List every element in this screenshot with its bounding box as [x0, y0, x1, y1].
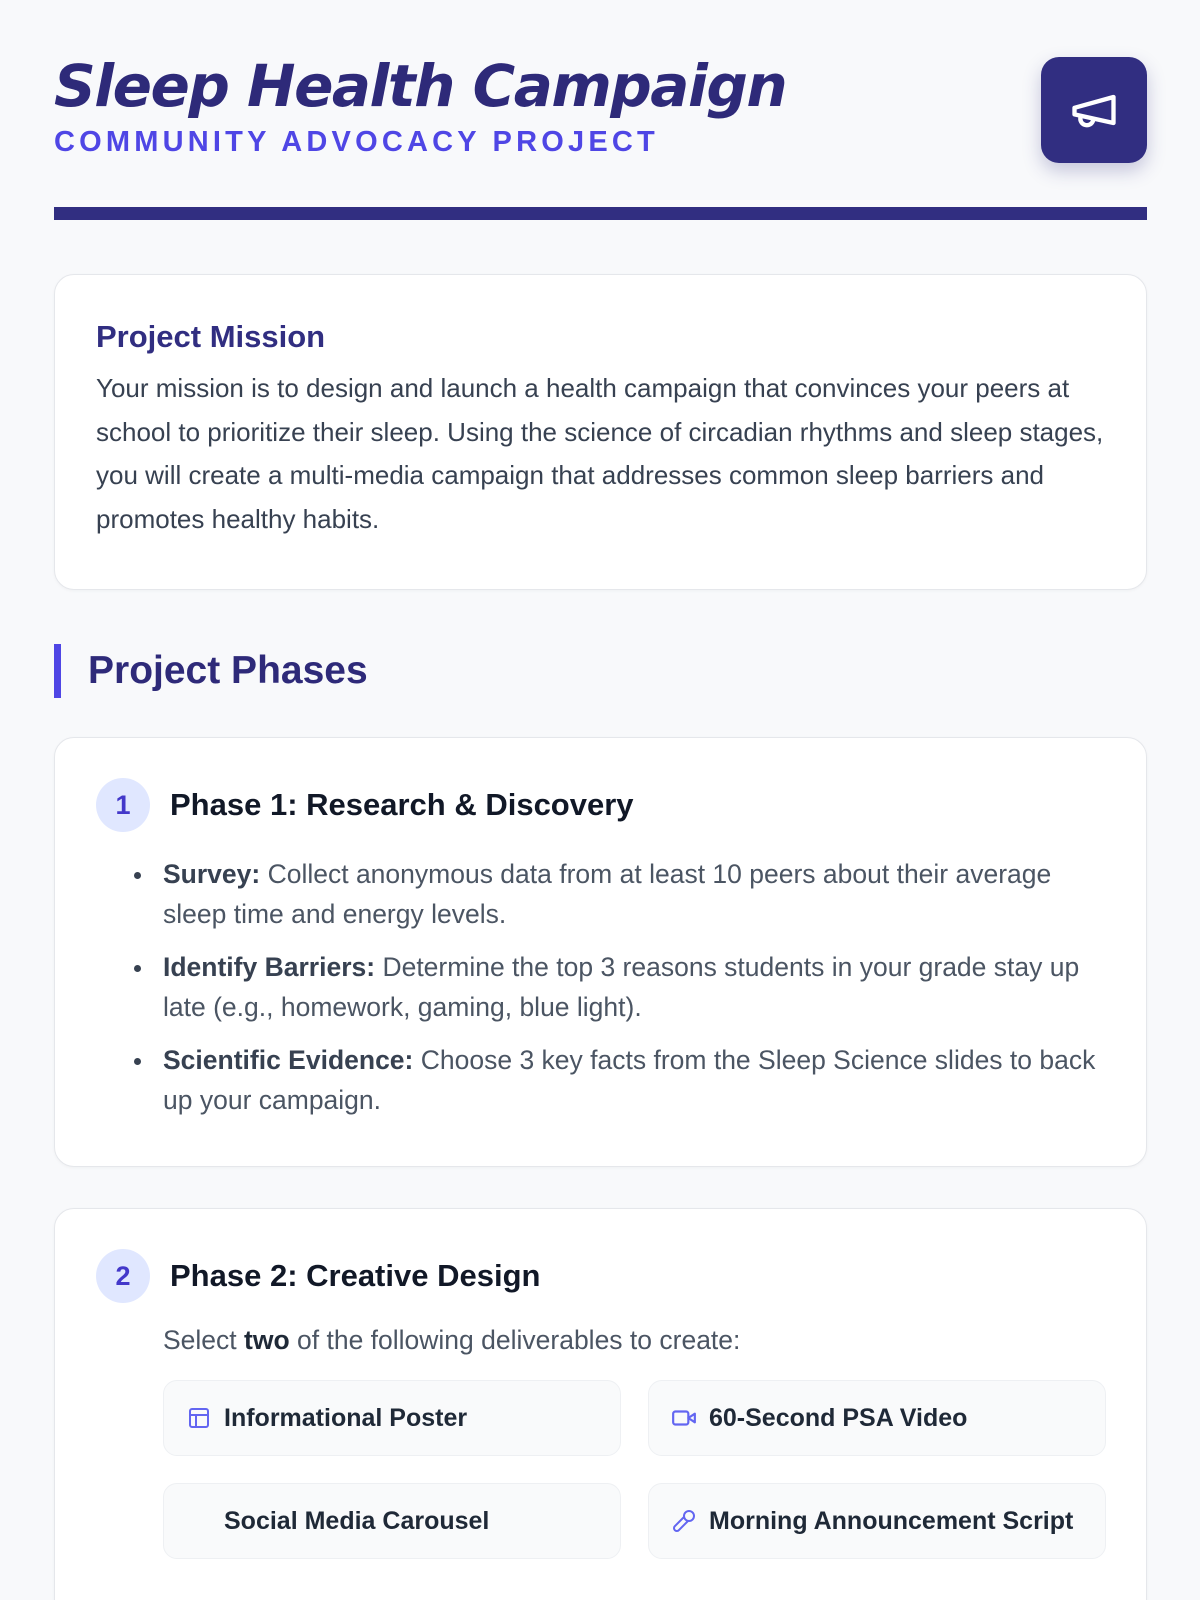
list-item-label: Identify Barriers:	[163, 952, 376, 982]
deliverable-poster[interactable]	[163, 1380, 621, 1456]
deliverable-psa-video[interactable]	[648, 1380, 1106, 1456]
list-item-text: Determine the top 3 reasons students in your grade stay up late (e.g., homework, gaming, blue light).	[163, 952, 1080, 1022]
list-item-text: Collect anonymous data from at least 10 peers about their average sleep time and energy levels.	[163, 859, 1052, 929]
phase-card-2	[54, 1208, 1147, 1600]
deliverable-label: Morning Announcement Script	[709, 1506, 1074, 1535]
phase-header	[96, 778, 1105, 832]
header-divider	[54, 207, 1147, 220]
deliverable-social-carousel[interactable]	[163, 1483, 621, 1559]
phases-section-title: Project Phases	[88, 649, 368, 692]
phase-title: Phase 1: Research & Discovery	[170, 787, 634, 822]
poster-layout-icon	[186, 1405, 212, 1431]
mission-text: Your mission is to design and launch a health campaign that convinces your peers at school to prioritize their sleep. Using the science of circadian rhythms and sleep stages, you will create a multi-media campaign that addresses common sleep barriers and promotes healthy habits.	[96, 373, 1104, 534]
deliverables-instruction	[163, 1325, 1105, 1356]
page-subtitle: COMMUNITY ADVOCACY PROJECT	[54, 126, 659, 158]
phases-section-header	[54, 644, 368, 698]
page-title: Sleep Health Campaign	[54, 52, 787, 120]
social-carousel-icon	[186, 1508, 212, 1534]
megaphone-button[interactable]	[1041, 57, 1147, 163]
megaphone-icon	[1068, 84, 1120, 136]
mission-card	[54, 274, 1147, 590]
list-item	[131, 854, 1105, 934]
phase-task-list	[96, 854, 1105, 1120]
phase-card-1	[54, 737, 1147, 1167]
video-camera-icon	[671, 1405, 697, 1431]
microphone-icon	[671, 1508, 697, 1534]
deliverables-grid	[163, 1380, 1105, 1559]
list-item	[131, 947, 1105, 1027]
instruction-text: Select	[163, 1325, 245, 1355]
list-item-label: Survey:	[163, 859, 261, 889]
page-header	[54, 0, 1147, 220]
mission-heading: Project Mission	[96, 319, 326, 354]
instruction-emphasis: two	[244, 1325, 290, 1355]
list-item-text: Choose 3 key facts from the Sleep Science slides to back up your campaign.	[163, 1045, 1096, 1115]
page	[54, 0, 1147, 1535]
deliverable-label: 60-Second PSA Video	[709, 1403, 968, 1432]
phase-title: Phase 2: Creative Design	[170, 1258, 541, 1293]
list-item-label: Scientific Evidence:	[163, 1045, 414, 1075]
instruction-text: of the following deliverables to create:	[289, 1325, 741, 1355]
deliverable-label: Informational Poster	[224, 1403, 468, 1432]
phase-number-badge: 2	[96, 1249, 150, 1303]
deliverable-label: Social Media Carousel	[224, 1506, 490, 1535]
phase-number-badge: 1	[96, 778, 150, 832]
deliverable-announcement-script[interactable]	[648, 1483, 1106, 1559]
list-item	[131, 1040, 1105, 1120]
phase-header	[96, 1249, 1105, 1303]
